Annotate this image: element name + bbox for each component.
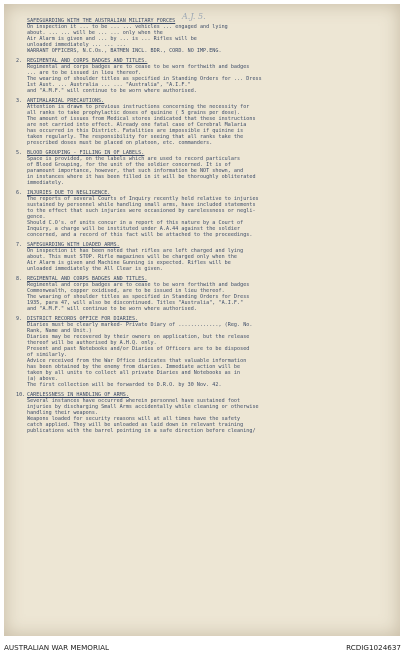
order-item-line: unloaded immediately ... ... ... bbox=[27, 42, 126, 48]
order-item-heading: DISTRICT RECORDS OFFICE FOR DIARIES. bbox=[27, 316, 139, 322]
order-item-line: taken by all units to collect all private Diaries and Notebooks as in bbox=[27, 370, 241, 376]
order-item-line: Air Alarm is given and Machine Gunning is expected. Rifles will be bbox=[27, 260, 231, 266]
order-item-line: sustained by personnel while handling small arms, have included statements bbox=[27, 202, 256, 208]
order-item-line: Rank, Name and Unit.) bbox=[27, 328, 92, 334]
order-item-body bbox=[16, 64, 394, 94]
order-item-line: catch applied. They will be unloaded as laid down in relevant training bbox=[27, 422, 244, 428]
order-item-line: (a) above. bbox=[27, 376, 58, 382]
order-item-line: Should C.O's. of units concur in a report of this nature by a Court of bbox=[27, 220, 244, 226]
order-item-line: WARRANT OFFICERS, N.C.Os., BATMEN INCL. BDR., CORD. NO IMP.ENG. bbox=[27, 48, 222, 54]
order-item-heading: CARELESSNESS IN HANDLING OF ARMS. bbox=[27, 392, 129, 398]
order-item-heading: INJURIES DUE TO NEGLIGENCE. bbox=[27, 190, 111, 196]
document-body bbox=[16, 18, 394, 438]
order-item-line: Commonwealth, copper oxidised, are to be issued in lieu thereof. bbox=[27, 288, 225, 294]
order-item-number: 9. bbox=[16, 316, 23, 322]
order-item-line: 1st Aust. ... Australia ... ... "Australia", "A.I.F." bbox=[27, 82, 191, 88]
order-item-heading: ANTIMALARIAL PRECAUTIONS. bbox=[27, 98, 105, 104]
order-item-heading: REGIMENTAL AND CORPS BADGES AND TITLES. bbox=[27, 276, 148, 282]
order-item bbox=[16, 18, 394, 54]
order-item-line: are not carried into effect. Already one fatal case of Cerebral Malaria bbox=[27, 122, 247, 128]
footer-source-label: AUSTRALIAN WAR MEMORIAL bbox=[4, 642, 109, 652]
order-item-line: paramount importance, however, that such information be NOT shown, and bbox=[27, 168, 244, 174]
order-item-line: about. ... ... will be ... ... only when the bbox=[27, 30, 163, 36]
order-item-line: ... are to be issued in lieu thereof. bbox=[27, 70, 142, 76]
order-item bbox=[16, 190, 394, 238]
order-item-heading: SAFEGUARDING WITH THE AUSTRALIAN MILITARY FORCES bbox=[27, 18, 176, 24]
order-item-line: Attention is drawn to previous instructions concerning the necessity for bbox=[27, 104, 250, 110]
order-item-line: Several instances have occurred wherein personnel have sustained foot bbox=[27, 398, 241, 404]
order-item bbox=[16, 58, 394, 94]
order-item-line: Weapons loaded for security reasons will at all times have the safety bbox=[27, 416, 241, 422]
order-item-body bbox=[16, 282, 394, 312]
order-item-line: Advice received from the War Office indicates that valuable information bbox=[27, 358, 247, 364]
order-item-line: has been obtained by the enemy from diaries. Immediate action will be bbox=[27, 364, 241, 370]
order-item-line: publications with the barrel pointing in a safe direction before cleaning/ bbox=[27, 428, 256, 434]
order-item-line: gence. bbox=[27, 214, 46, 220]
footer-item-id: RCDIG1024637 bbox=[346, 642, 401, 652]
order-item bbox=[16, 150, 394, 186]
order-item-line: about. This must STOP. Rifle magazines will be charged only when the bbox=[27, 254, 238, 260]
order-item bbox=[16, 242, 394, 272]
order-item-line: 1935, para 47, will also be discontinued. Titles "Australia", "A.I.F." bbox=[27, 300, 244, 306]
document-page bbox=[4, 4, 400, 636]
order-item-line: thereof will be authorised by A.H.Q. only. bbox=[27, 340, 157, 346]
order-item-line: The amount of issues from Medical stores indicated that these instructions bbox=[27, 116, 256, 122]
order-item-line: unloaded immediately the All Clear is given. bbox=[27, 266, 163, 272]
order-item-line: handling their weapons. bbox=[27, 410, 99, 416]
order-item-line: taken regularly. The responsibility for seeing that all ranks take the bbox=[27, 134, 244, 140]
order-item-heading: SAFEGUARDING WITH LOADED ARMS. bbox=[27, 242, 120, 248]
order-item-number: 7. bbox=[16, 242, 23, 248]
order-item-line: and "A.M.F." will continue to be worn where authorised. bbox=[27, 88, 197, 94]
order-item-line: to the effect that such injuries were occasioned by carelessness or negli- bbox=[27, 208, 256, 214]
archive-footer bbox=[0, 640, 405, 654]
order-item-line: has occurred in this District. Fatalities are impossible if quinine is bbox=[27, 128, 244, 134]
order-item-line: all ranks to take prophylactic doses of quinine ( 5 grains per dose). bbox=[27, 110, 241, 116]
order-item-line: of Blood Grouping, for the unit of the soldier concerned. It is of bbox=[27, 162, 231, 168]
order-item-line: Inquiry, a charge will be instituted under A.A.44 against the soldier bbox=[27, 226, 241, 232]
order-item-line: The wearing of shoulder titles as specified in Standing Orders for ... Dress bbox=[27, 76, 262, 82]
order-item-line: The reports of several Courts of Inquiry recently held relative to injuries bbox=[27, 196, 259, 202]
order-item bbox=[16, 316, 394, 388]
order-item-line: and "A.M.F." will continue to be worn where authorised. bbox=[27, 306, 197, 312]
order-item-line: On inspection it has been noted that rifles are left charged and lying bbox=[27, 248, 244, 254]
order-item-number: 10. bbox=[16, 392, 26, 398]
order-item-number: 6. bbox=[16, 190, 23, 196]
order-item-body bbox=[16, 248, 394, 272]
order-item-line: Present and past Notebooks and/or Diaries of Officers are to be disposed bbox=[27, 346, 250, 352]
order-item-line: Diaries may be recovered by their owners on application, but the release bbox=[27, 334, 250, 340]
order-item-line: concerned, and a record of this fact will be attached to the proceedings. bbox=[27, 232, 253, 238]
order-item-line: Air Alarm is given and ... by ... is ... Rifles will be bbox=[27, 36, 197, 42]
order-item-heading: BLOOD GROUPING - FILLING IN OF LABELS. bbox=[27, 150, 145, 156]
order-item-line: in instances where it has been filled in it will be thoroughly obliterated bbox=[27, 174, 256, 180]
order-item-body bbox=[16, 398, 394, 434]
order-item-line: The first collection will be forwarded to D.R.O. by 30 Nov. 42. bbox=[27, 382, 222, 388]
order-item-body bbox=[16, 322, 394, 388]
order-item-line: Regimental and corps badges are to cease to be worn forthwith and badges bbox=[27, 282, 250, 288]
order-item-heading: REGIMENTAL AND CORPS BADGES AND TITLES. bbox=[27, 58, 148, 64]
order-item-line: Space is provided, on the labels which are used to record particulars bbox=[27, 156, 241, 162]
order-item-line: of similarly. bbox=[27, 352, 68, 358]
order-item-number: 8. bbox=[16, 276, 23, 282]
handwritten-note: A.J. 5. bbox=[182, 12, 206, 21]
order-item-number: 2. bbox=[16, 58, 23, 64]
order-item-line: prescribed doses must be placed on platoon, etc. commanders. bbox=[27, 140, 213, 146]
order-item-body bbox=[16, 104, 394, 146]
order-item-number: 5. bbox=[16, 150, 23, 156]
order-item-line: Diaries must be clearly marked- Private Diary of ............., (Reg. No. bbox=[27, 322, 253, 328]
order-item-line: On inspection it ... to be ... ... vehicles ... engaged and lying bbox=[27, 24, 228, 30]
order-item-line: Regimental and corps badges are to cease to be worn forthwith and badges bbox=[27, 64, 250, 70]
order-item-number: 3. bbox=[16, 98, 23, 104]
order-item-line: injuries by discharging Small Arms accidentally while cleaning or otherwise bbox=[27, 404, 259, 410]
order-item bbox=[16, 392, 394, 434]
order-item-body bbox=[16, 196, 394, 238]
order-item-body bbox=[16, 156, 394, 186]
order-item bbox=[16, 276, 394, 312]
order-item bbox=[16, 98, 394, 146]
order-item-line: The wearing of shoulder titles as specified in Standing Orders for Dress bbox=[27, 294, 250, 300]
order-item-line: immediately. bbox=[27, 180, 65, 186]
order-item-body bbox=[16, 24, 394, 54]
